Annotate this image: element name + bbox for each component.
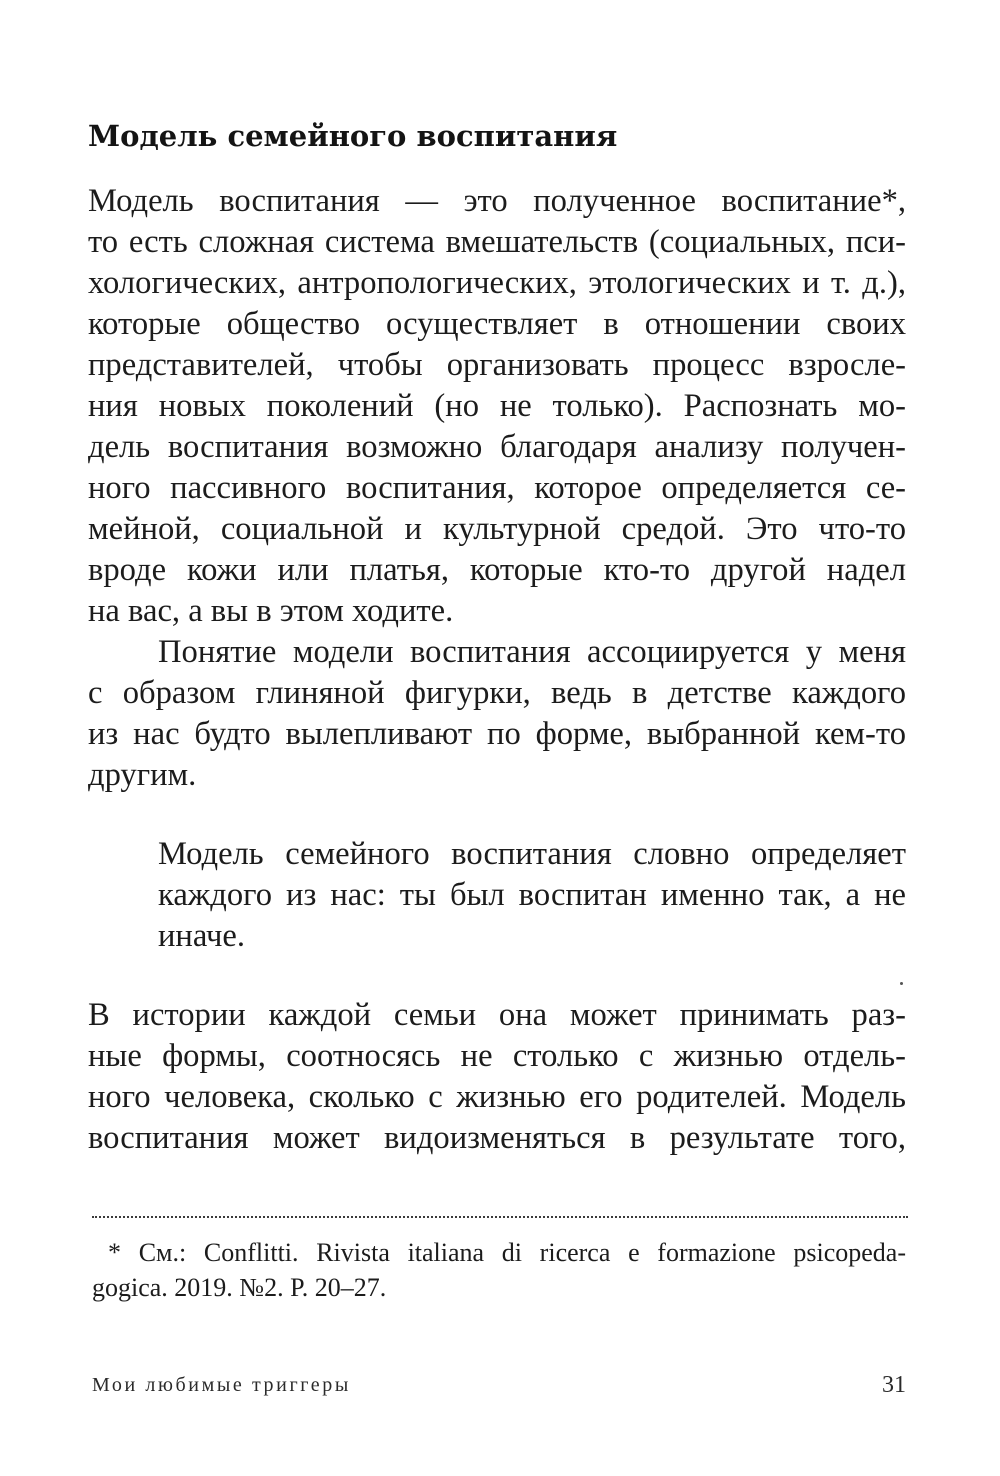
section-heading: Модель семейного воспитания (88, 119, 618, 153)
footnote-line: * См.: Conflitti. Rivista italiana di ricerca e formazione psicopeda- (108, 1238, 906, 1267)
text-line: из нас будто вылепливают по форме, выбранной кем-то (88, 716, 906, 752)
text-line: Модель воспитания — это полученное воспитание*, (88, 183, 906, 219)
text-line: мейной, социальной и культурной средой. Это что-то (88, 511, 906, 547)
text-line: представителей, чтобы организовать процесс взросле- (88, 347, 906, 383)
text-line: ные формы, соотносясь не столько с жизнью отдель- (88, 1038, 906, 1074)
quote-line: Модель семейного воспитания словно определяет (158, 836, 906, 872)
footnote-line: gogica. 2019. №2. P. 20–27. (92, 1273, 387, 1302)
text-line: дель воспитания возможно благодаря анализу получен- (88, 429, 906, 465)
text-line: ного пассивного воспитания, которое определяется се- (88, 470, 906, 506)
text-line: то есть сложная система вмешательств (социальных, пси- (88, 224, 906, 260)
text-line: вроде кожи или платья, которые кто-то другой надел (88, 552, 906, 588)
quote-line: иначе. (158, 918, 246, 954)
text-line: которые общество осуществляет в отношении своих (88, 306, 906, 342)
print-speck (900, 982, 903, 985)
footnote-divider (92, 1216, 908, 1218)
quote-line: каждого из нас: ты был воспитан именно так, а не (158, 877, 906, 913)
text-line: ного человека, сколько с жизнью его родителей. Модель (88, 1079, 906, 1115)
running-footer: Мои любимые триггеры (92, 1374, 351, 1396)
text-line: другим. (88, 757, 197, 793)
page-number: 31 (882, 1372, 906, 1398)
text-line: В истории каждой семьи она может принимать раз- (88, 997, 906, 1033)
text-line: на вас, а вы в этом ходите. (88, 593, 454, 629)
text-line: воспитания может видоизменяться в результате того, (88, 1120, 906, 1156)
text-line: хологических, антропологических, этологических и т. д.), (88, 265, 906, 301)
text-line: ния новых поколений (но не только). Распознать мо- (88, 388, 906, 424)
text-line: с образом глиняной фигурки, ведь в детстве каждого (88, 675, 906, 711)
text-line: Понятие модели воспитания ассоциируется у меня (158, 634, 906, 670)
